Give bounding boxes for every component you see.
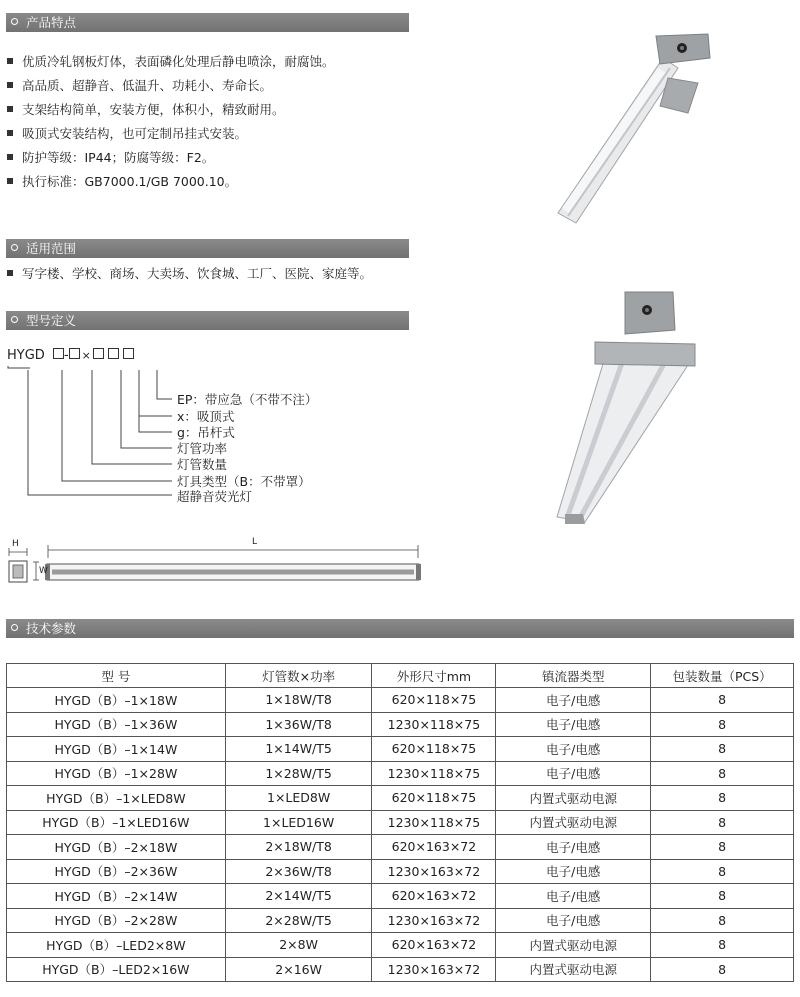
table-cell: 1230×118×75 xyxy=(372,761,496,786)
table-cell: 8 xyxy=(651,859,794,884)
table-cell: 2×14W/T5 xyxy=(225,884,372,909)
table-cell: 电子/电感 xyxy=(496,712,651,737)
table-row xyxy=(7,786,794,811)
definition-label: g：吊杆式 xyxy=(177,425,235,440)
table-cell: 1×LED16W xyxy=(225,810,372,835)
spec-table xyxy=(6,663,794,982)
column-header: 镇流器类型 xyxy=(496,664,651,688)
circle-bullet-icon xyxy=(11,18,18,25)
table-cell: 8 xyxy=(651,712,794,737)
table-cell: 1×14W/T5 xyxy=(225,737,372,762)
section-title: 技术参数 xyxy=(26,621,77,636)
table-row xyxy=(7,810,794,835)
column-header: 包装数量（PCS） xyxy=(651,664,794,688)
table-cell: 620×163×72 xyxy=(372,884,496,909)
table-cell: 1×36W/T8 xyxy=(225,712,372,737)
table-cell: 电子/电感 xyxy=(496,884,651,909)
table-cell: 1230×118×75 xyxy=(372,810,496,835)
code-times: × xyxy=(81,349,91,362)
definition-label: 超静音荧光灯 xyxy=(177,489,253,504)
single-tube-lamp-image xyxy=(548,28,718,228)
table-row xyxy=(7,688,794,713)
column-header: 灯管数×功率 xyxy=(225,664,372,688)
table-cell: HYGD（B）–2×36W xyxy=(7,859,226,884)
definition-label: x：吸顶式 xyxy=(177,409,235,424)
table-cell: 620×163×72 xyxy=(372,835,496,860)
square-bullet-icon xyxy=(7,58,13,64)
list-item: 优质冷轧钢板灯体，表面磷化处理后静电喷涂，耐腐蚀。 xyxy=(7,50,335,74)
double-tube-lamp-image xyxy=(545,282,735,527)
table-cell: 8 xyxy=(651,786,794,811)
section-title: 适用范围 xyxy=(26,241,77,256)
table-cell: 620×163×72 xyxy=(372,933,496,958)
table-row xyxy=(7,933,794,958)
section-header-model-definition xyxy=(6,311,409,330)
table-cell: HYGD（B）–1×18W xyxy=(7,688,226,713)
code-dash: - xyxy=(63,348,69,363)
table-row xyxy=(7,712,794,737)
table-cell: HYGD（B）–1×36W xyxy=(7,712,226,737)
dimension-label-h: H xyxy=(12,539,19,549)
table-cell: 8 xyxy=(651,957,794,982)
table-cell: 内置式驱动电源 xyxy=(496,933,651,958)
section-title: 产品特点 xyxy=(26,15,77,30)
table-cell: 2×18W/T8 xyxy=(225,835,372,860)
table-cell: HYGD（B）–2×28W xyxy=(7,908,226,933)
code-slot-box xyxy=(53,348,64,359)
square-bullet-icon xyxy=(7,178,13,184)
section-title: 型号定义 xyxy=(26,313,77,328)
table-row xyxy=(7,884,794,909)
table-cell: 1×28W/T5 xyxy=(225,761,372,786)
code-slot-box xyxy=(93,348,104,359)
list-item: 防护等级：IP44；防腐等级：F2。 xyxy=(7,146,335,170)
square-bullet-icon xyxy=(7,106,13,112)
table-row xyxy=(7,957,794,982)
table-cell: 8 xyxy=(651,737,794,762)
table-cell: 2×16W xyxy=(225,957,372,982)
square-bullet-icon xyxy=(7,270,13,276)
table-cell: 1×18W/T8 xyxy=(225,688,372,713)
table-cell: 2×8W xyxy=(225,933,372,958)
square-bullet-icon xyxy=(7,154,13,160)
table-cell: HYGD（B）–1×LED8W xyxy=(7,786,226,811)
column-header: 型 号 xyxy=(7,664,226,688)
table-row xyxy=(7,859,794,884)
table-cell: 1230×163×72 xyxy=(372,859,496,884)
table-cell: 2×36W/T8 xyxy=(225,859,372,884)
table-cell: 8 xyxy=(651,933,794,958)
dimension-label-l: L xyxy=(252,537,258,547)
table-cell: 620×118×75 xyxy=(372,737,496,762)
section-header-features xyxy=(6,13,409,32)
table-cell: 电子/电感 xyxy=(496,737,651,762)
feature-list xyxy=(7,50,335,194)
definition-label: 灯管功率 xyxy=(177,441,228,456)
table-row xyxy=(7,737,794,762)
table-cell: 8 xyxy=(651,908,794,933)
circle-bullet-icon xyxy=(11,624,18,631)
table-cell: HYGD（B）–1×28W xyxy=(7,761,226,786)
table-header-row xyxy=(7,664,794,688)
table-cell: 8 xyxy=(651,810,794,835)
table-cell: 620×118×75 xyxy=(372,786,496,811)
table-cell: 电子/电感 xyxy=(496,688,651,713)
table-row xyxy=(7,908,794,933)
table-cell: 内置式驱动电源 xyxy=(496,957,651,982)
scope-list xyxy=(7,262,372,286)
column-header: 外形尺寸mm xyxy=(372,664,496,688)
table-cell: 8 xyxy=(651,688,794,713)
table-cell: 内置式驱动电源 xyxy=(496,786,651,811)
table-row xyxy=(7,761,794,786)
table-cell: 电子/电感 xyxy=(496,908,651,933)
table-cell: 620×118×75 xyxy=(372,688,496,713)
table-row xyxy=(7,835,794,860)
square-bullet-icon xyxy=(7,82,13,88)
definition-label: 灯具类型（B：不带罩） xyxy=(177,474,311,489)
model-definition-leader-lines xyxy=(0,360,200,500)
square-bullet-icon xyxy=(7,130,13,136)
table-cell: 1×LED8W xyxy=(225,786,372,811)
dimension-label-w: W xyxy=(39,566,48,576)
table-cell: HYGD（B）–2×14W xyxy=(7,884,226,909)
model-code-prefix: HYGD xyxy=(7,348,45,363)
circle-bullet-icon xyxy=(11,316,18,323)
table-cell: 电子/电感 xyxy=(496,859,651,884)
table-cell: HYGD（B）–1×14W xyxy=(7,737,226,762)
section-header-specs xyxy=(6,619,794,638)
list-item: 吸顶式安装结构，也可定制吊挂式安装。 xyxy=(7,122,335,146)
code-slot-box xyxy=(108,348,119,359)
table-cell: 8 xyxy=(651,761,794,786)
table-cell: 2×28W/T5 xyxy=(225,908,372,933)
table-cell: HYGD（B）–2×18W xyxy=(7,835,226,860)
table-cell: 1230×118×75 xyxy=(372,712,496,737)
code-slot-box xyxy=(123,348,134,359)
table-cell: 1230×163×72 xyxy=(372,908,496,933)
table-cell: 内置式驱动电源 xyxy=(496,810,651,835)
list-item: 写字楼、学校、商场、大卖场、饮食城、工厂、医院、家庭等。 xyxy=(7,262,372,286)
list-item: 高品质、超静音、低温升、功耗小、寿命长。 xyxy=(7,74,335,98)
list-item: 支架结构简单，安装方便，体积小，精致耐用。 xyxy=(7,98,335,122)
table-cell: HYGD（B）–LED2×16W xyxy=(7,957,226,982)
table-cell: 电子/电感 xyxy=(496,761,651,786)
table-cell: 8 xyxy=(651,884,794,909)
dimension-drawing xyxy=(0,530,430,600)
circle-bullet-icon xyxy=(11,244,18,251)
definition-label: EP：带应急（不带不注） xyxy=(177,392,318,407)
list-item: 执行标准：GB7000.1/GB 7000.10。 xyxy=(7,170,335,194)
table-cell: HYGD（B）–1×LED16W xyxy=(7,810,226,835)
section-header-scope xyxy=(6,239,409,258)
code-slot-box xyxy=(69,348,80,359)
definition-label: 灯管数量 xyxy=(177,457,228,472)
table-cell: 8 xyxy=(651,835,794,860)
table-cell: HYGD（B）–LED2×8W xyxy=(7,933,226,958)
table-cell: 1230×163×72 xyxy=(372,957,496,982)
table-cell: 电子/电感 xyxy=(496,835,651,860)
